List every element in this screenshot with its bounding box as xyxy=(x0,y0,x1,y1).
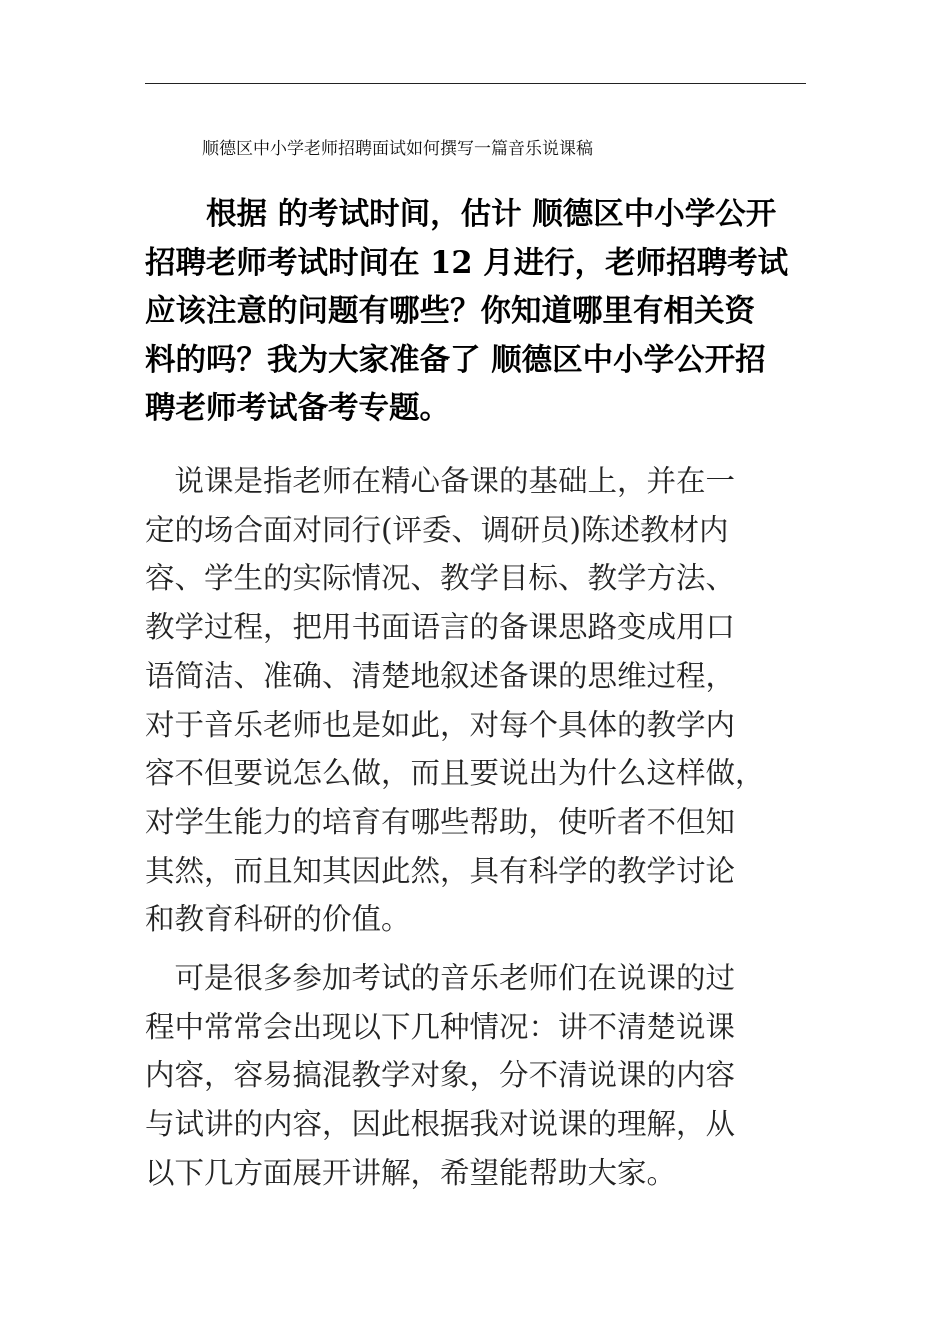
lead-line: 根据 的考试时间，估计 顺德区中小学公开 xyxy=(145,196,777,232)
body-line: 语简洁、准确、清楚地叙述备课的思维过程， xyxy=(145,658,736,693)
body-line: 以下几方面展开讲解，希望能帮助大家。 xyxy=(145,1155,677,1190)
lead-line: 料的吗？我为大家准备了 顺德区中小学公开招 xyxy=(145,341,766,378)
lead-line: 招聘老师考试时间在 12 月进行，老师招聘考试 xyxy=(145,244,789,281)
lead-line: 应该注意的问题有哪些？你知道哪里有相关资 xyxy=(145,293,755,330)
body-line: 定的场合面对同行(评委、调研员)陈述教材内 xyxy=(145,512,729,547)
body-paragraph-2 xyxy=(145,954,810,1198)
body-line: 教学过程，把用书面语言的备课思路变成用口 xyxy=(145,610,736,645)
body-line: 容、学生的实际情况、教学目标、教学方法、 xyxy=(145,561,736,596)
body-line: 可是很多参加考试的音乐老师们在说课的过 xyxy=(145,961,736,995)
body-line: 和教育科研的价值。 xyxy=(145,902,411,937)
header-rule xyxy=(145,83,806,84)
lead-line: 聘老师考试备考专题。 xyxy=(145,390,450,427)
body-line: 程中常常会出现以下几种情况：讲不清楚说课 xyxy=(145,1009,736,1044)
lead-paragraph xyxy=(145,190,810,433)
body-line: 与试讲的内容，因此根据我对说课的理解，从 xyxy=(145,1107,736,1142)
body-line: 容不但要说怎么做，而且要说出为什么这样做， xyxy=(145,756,765,791)
body-line: 对学生能力的培育有哪些帮助，使听者不但知 xyxy=(145,804,736,839)
body-line: 内容，容易搞混教学对象，分不清说课的内容 xyxy=(145,1058,736,1093)
body-line: 对于音乐老师也是如此，对每个具体的教学内 xyxy=(145,707,736,742)
body-line: 说课是指老师在精心备课的基础上，并在一 xyxy=(145,464,736,498)
body-line: 其然，而且知其因此然，具有科学的教学讨论 xyxy=(145,853,736,888)
body-paragraph-1 xyxy=(145,457,810,944)
document-title: 顺德区中小学老师招聘面试如何撰写一篇音乐说课稿 xyxy=(202,139,593,159)
